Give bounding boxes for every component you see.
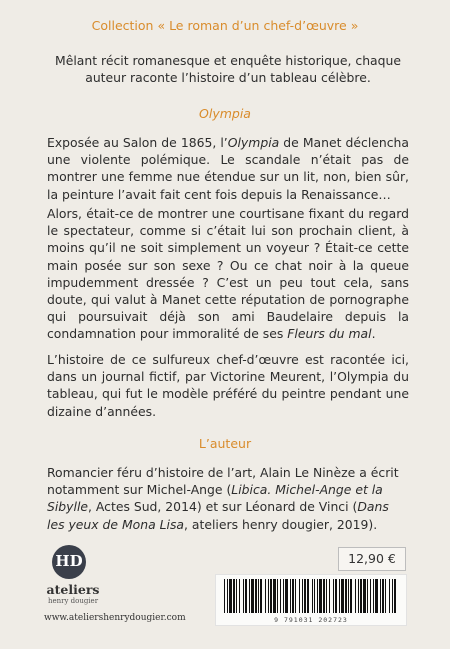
barcode-bar bbox=[314, 579, 315, 613]
barcode-bar bbox=[360, 579, 362, 613]
barcode-bar bbox=[273, 579, 276, 613]
barcode-bar bbox=[245, 579, 247, 613]
publisher-website: www.ateliershenrydougier.com bbox=[44, 613, 186, 623]
barcode-bar bbox=[265, 579, 266, 613]
barcode-bar bbox=[251, 579, 254, 613]
barcode-bar bbox=[227, 579, 228, 613]
barcode-bar bbox=[373, 579, 374, 613]
barcode-bar bbox=[280, 579, 281, 613]
barcode-bar bbox=[341, 579, 344, 613]
author-text-c: , ateliers henry dougier, 2019). bbox=[184, 516, 378, 532]
barcode-bar bbox=[389, 579, 390, 613]
barcode-bar bbox=[367, 579, 368, 613]
book-title: Olympia bbox=[199, 106, 251, 121]
barcode-bar bbox=[355, 579, 356, 613]
author-italic-1: Libica. Michel-Ange et la Sibylle bbox=[47, 482, 383, 515]
barcode-bar bbox=[307, 579, 309, 613]
intro-text: Mêlant récit romanesque et enquête historique, chaque auteur raconte l’histoire d’un tableau célèbre. bbox=[55, 53, 401, 86]
barcode-bar bbox=[236, 579, 237, 613]
barcode-bar bbox=[312, 579, 313, 613]
p1-text-b: de Manet déclencha une violente polémique. Le scandale n’était pas de montrer une femme nue étendue sur un lit, non, bien sûr, la peinture l’avait fait cent fois depuis la Renaissance… bbox=[47, 135, 409, 202]
barcode-bar bbox=[277, 579, 278, 613]
barcode-bar bbox=[319, 579, 322, 613]
barcode-bar bbox=[299, 579, 300, 613]
barcode-bar bbox=[382, 579, 384, 613]
barcode-bar bbox=[323, 579, 325, 613]
barcode-bar bbox=[370, 579, 371, 613]
p2-text-a: Alors, était-ce de montrer une courtisane fixant du regard le spectateur, comme si c’était lui son prochain client, à moins qu’il ne soit simplement un voyeur ? Était-ce cette main posée sur son sexe ? Ou ce chat noir à la queue impudemment dressée ? C’est un peu tout cela, sans doute, qui valut à Manet cette réputation de pornographe qui poursuivait déjà son ami Baudelaire depuis la condamnation pour immoralité de ses bbox=[47, 206, 409, 342]
barcode-number: 9 791031 202723 bbox=[274, 616, 348, 624]
author-text-b: , Actes Sud, 2014) et sur Léonard de Vinci ( bbox=[88, 499, 358, 515]
barcode-bar bbox=[258, 579, 259, 613]
barcode-bar bbox=[345, 579, 347, 613]
barcode-bar bbox=[348, 579, 349, 613]
barcode-bar bbox=[363, 579, 366, 613]
barcode-bar bbox=[292, 579, 294, 613]
paragraph-3 bbox=[47, 351, 409, 420]
publisher-logo bbox=[52, 545, 86, 579]
barcode-bar bbox=[350, 579, 352, 613]
barcode-bar bbox=[243, 579, 244, 613]
barcode-bar bbox=[268, 579, 269, 613]
barcode-bar bbox=[249, 579, 250, 613]
collection-intro bbox=[47, 52, 409, 86]
price-label: 12,90 € bbox=[338, 547, 406, 571]
barcode-bar bbox=[229, 579, 232, 613]
barcode-bar bbox=[283, 579, 284, 613]
barcode-bar bbox=[385, 579, 386, 613]
barcode-bar bbox=[270, 579, 272, 613]
barcode-bar bbox=[290, 579, 291, 613]
publisher-logo-text: HD bbox=[55, 552, 83, 570]
barcode-bar bbox=[394, 579, 396, 613]
p1-text-a: Exposée au Salon de 1865, l’ bbox=[47, 135, 228, 150]
author-italic-2: Dans les yeux de Mona Lisa bbox=[47, 499, 389, 532]
barcode-bar bbox=[329, 579, 330, 613]
publisher-subname: henry dougier bbox=[47, 597, 99, 605]
barcode-bars bbox=[224, 579, 398, 613]
barcode-bar bbox=[255, 579, 257, 613]
barcode-bar bbox=[224, 579, 225, 613]
barcode-bar bbox=[392, 579, 393, 613]
barcode-bar bbox=[335, 579, 337, 613]
publisher-name: ateliers bbox=[46, 582, 100, 597]
author-bio bbox=[47, 464, 409, 533]
barcode-bar bbox=[326, 579, 327, 613]
paragraph-1 bbox=[47, 134, 409, 203]
barcode-bar bbox=[295, 579, 296, 613]
barcode-bar bbox=[302, 579, 303, 613]
barcode-bar bbox=[317, 579, 318, 613]
collection-title: Collection « Le roman d’un chef-d’œuvre » bbox=[91, 18, 359, 33]
p2-italic: Fleurs du mal bbox=[287, 326, 372, 342]
barcode-bar bbox=[239, 579, 240, 613]
author-heading: L’auteur bbox=[198, 436, 252, 451]
p2-text-b: . bbox=[371, 326, 376, 342]
barcode-bar bbox=[233, 579, 235, 613]
paragraph-2 bbox=[47, 205, 409, 343]
barcode-bar bbox=[260, 579, 262, 613]
barcode bbox=[215, 574, 407, 626]
barcode-bar bbox=[333, 579, 334, 613]
barcode-bar bbox=[358, 579, 359, 613]
author-text-a: Romancier féru d’histoire de l’art, Alain Le Ninèze a écrit notamment sur Michel-Ange ( bbox=[47, 465, 399, 498]
barcode-bar bbox=[380, 579, 381, 613]
barcode-bar bbox=[304, 579, 306, 613]
barcode-bar bbox=[339, 579, 340, 613]
p1-italic: Olympia bbox=[227, 135, 280, 150]
barcode-bar bbox=[285, 579, 288, 613]
p3-text: L’histoire de ce sulfureux chef-d’œuvre est racontée ici, dans un journal fictif, par Victorine Meurent, l’Olympia du tableau, qui fut le modèle préféré du peintre pendant une dizaine d’années. bbox=[47, 352, 409, 419]
barcode-bar bbox=[375, 579, 378, 613]
